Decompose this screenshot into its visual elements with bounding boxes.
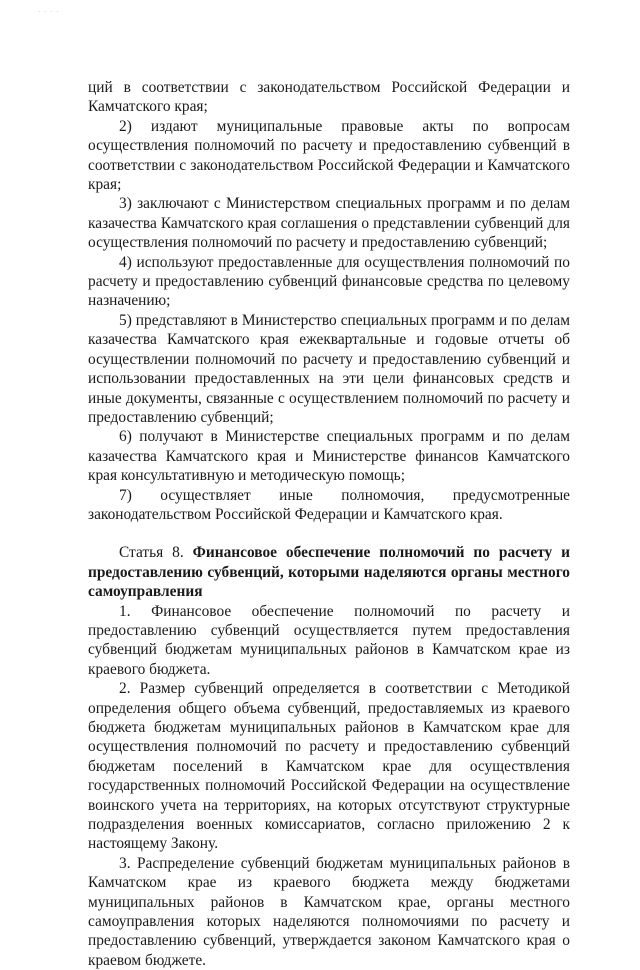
article-clause-2: 2. Размер субвенций определяется в соответствии с Методикой определения общего объема субвенций, предоставляемых из краевого бюджета бюджетам муниципальных районов в Камчатском крае для осуществления полномочий по расчету и предоставлению субвенций бюджетам поселений в Камчатском крае для осуществления государственных полномочий Российской Федерации на осуществление воинского учета на территориях, на которых отсутствуют структурные подразделения военных комиссариатов, согласно приложению 2 к настоящему Закону. [88, 680, 570, 853]
list-item-4: 4) используют предоставленные для осуществления полномочий по расчету и предоставлению субвенций финансовые средства по целевому назначению; [88, 253, 570, 310]
list-item-2: 2) издают муниципальные правовые акты по вопросам осуществления полномочий по расчету и предоставлению субвенций в соответствии с законодательством Российской Федерации и Камчатского края; [88, 117, 570, 194]
document-page [88, 78, 570, 970]
article-title: Финансовое обеспечение полномочий по расчету и предоставлению субвенций, которыми наделяются органы местного самоуправления [88, 544, 570, 601]
list-item-3: 3) заключают с Министерством специальных программ и по делам казачества Камчатского края соглашения о представлении субвенций для осуществления полномочий по расчету и предоставлению субвенций; [88, 195, 570, 252]
article-clause-3: 3. Распределение субвенций бюджетам муниципальных районов в Камчатском крае из краевого бюджета между бюджетами муниципальных районов в Камчатском крае, органы местного самоуправления которых наделяются полномочиями по расчету и предоставлению субвенций, утверждается законом Камчатского края о краевом бюджете. [88, 854, 570, 969]
article-heading [88, 543, 570, 601]
article-number: Статья 8. [119, 544, 184, 562]
list-item-7: 7) осуществляет иные полномочия, предусмотренные законодательством Российской Федерации и Камчатского края. [88, 486, 570, 523]
article-clause-1: 1. Финансовое обеспечение полномочий по расчету и предоставлению субвенций осуществляется путем предоставления субвенций бюджетам муниципальных районов в Камчатском крае из краевого бюджета. [88, 602, 570, 678]
list-item-5: 5) представляют в Министерство специальных программ и по делам казачества Камчатского края ежеквартальные и годовые отчеты об осуществлении полномочий по расчету и предоставлению субвенций и использовании предоставленных на эти цели финансовых средств и иные документы, связанные с осуществлением полномочий по расчету и предоставлению субвенций; [88, 311, 570, 426]
paragraph-continuation: ций в соответствии с законодательством Российской Федерации и Камчатского края; [88, 79, 570, 116]
list-item-6: 6) получают в Министерстве специальных программ и по делам казачества Камчатского края и Министерстве финансов Камчатского края консультативную и методическую помощь; [88, 428, 570, 485]
scan-corner-mark: · · · · [38, 8, 60, 16]
